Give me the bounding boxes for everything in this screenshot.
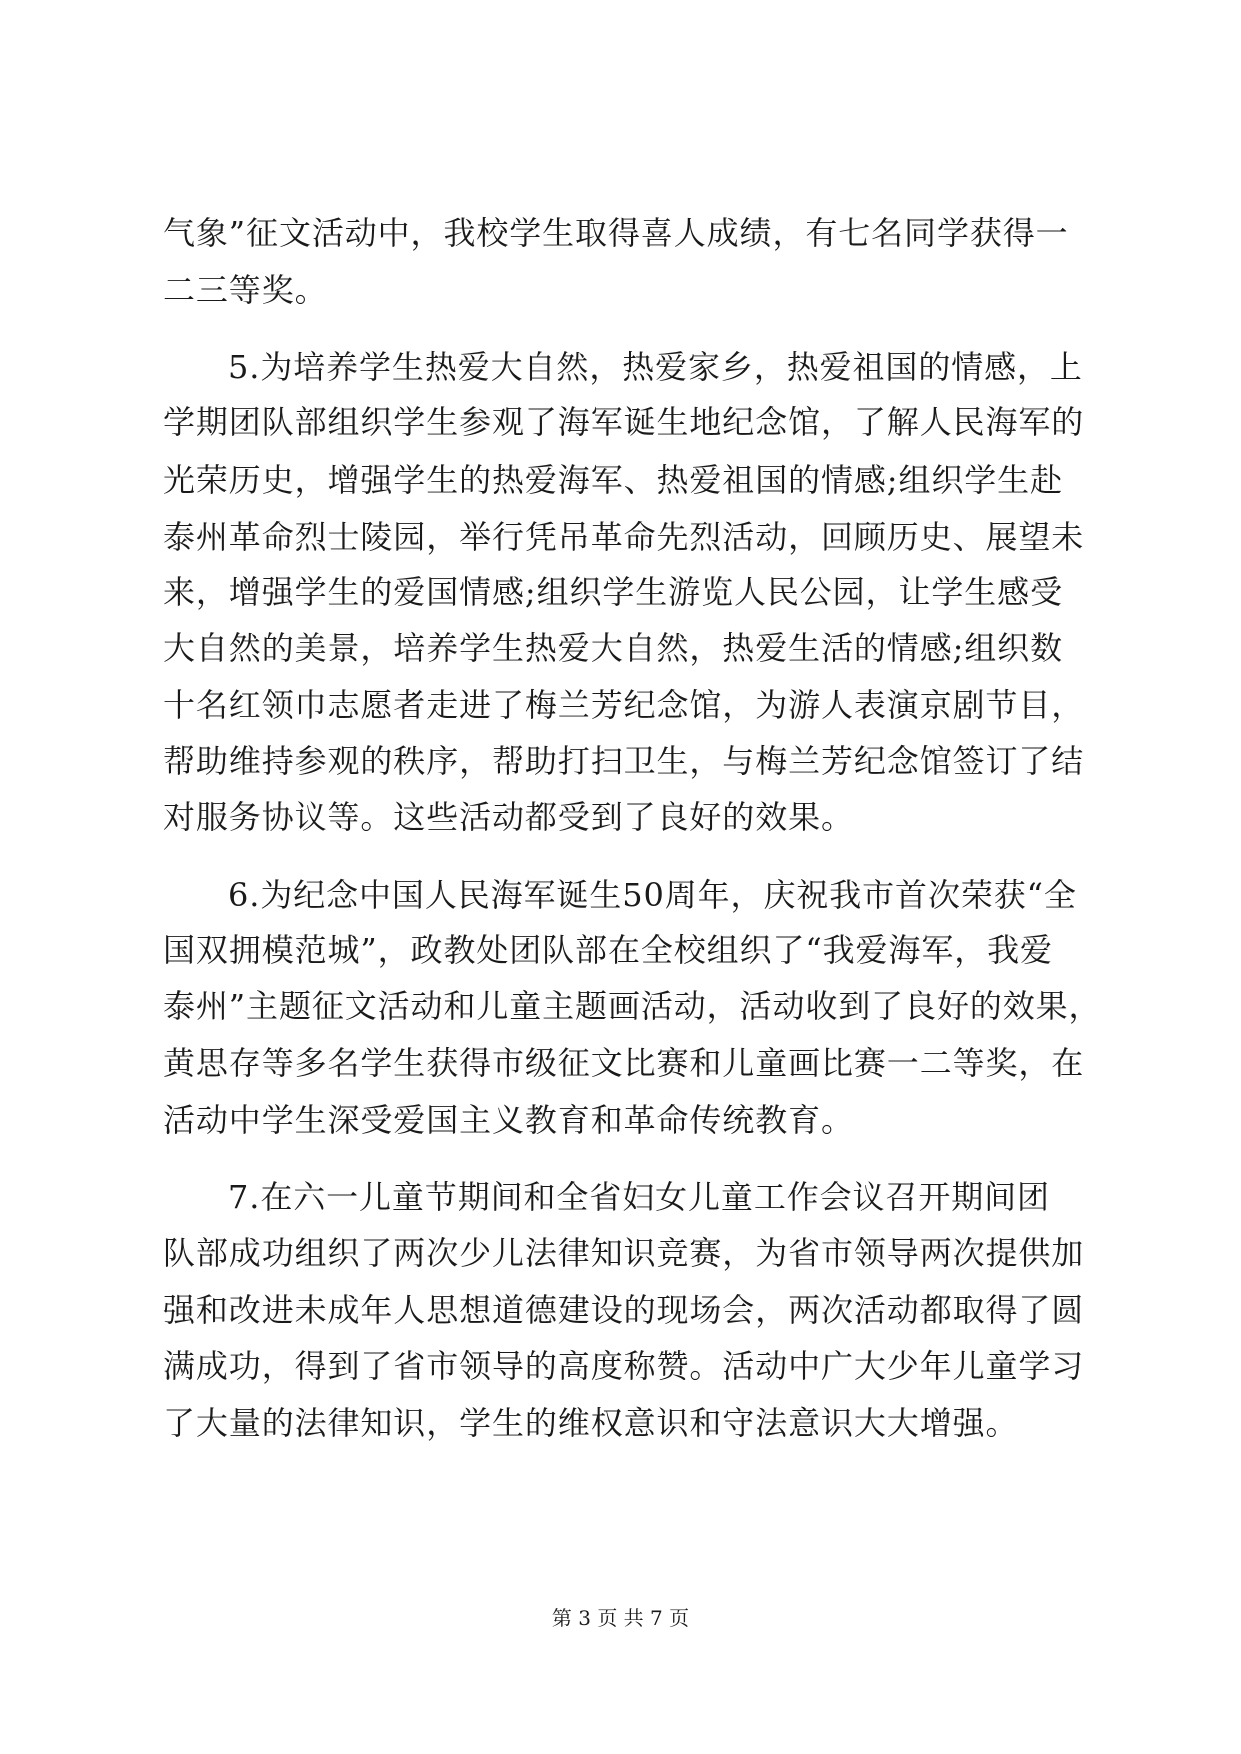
paragraph-5-start: 5.为培养学生热爱大自然，热爱家乡，热爱祖国的情感，上 <box>228 348 1083 386</box>
text-line: 大自然的美景，培养学生热爱大自然，热爱生活的情感;组织数 <box>163 629 1063 667</box>
page-number-footer: 第 3 页 共 7 页 <box>551 1606 690 1630</box>
text-line: 黄思存等多名学生获得市级征文比赛和儿童画比赛一二等奖，在 <box>163 1044 1085 1082</box>
paragraph-7-start: 7.在六一儿童节期间和全省妇女儿童工作会议召开期间团 <box>228 1178 1050 1216</box>
text-line: 十名红领巾志愿者走进了梅兰芳纪念馆，为游人表演京剧节目， <box>163 686 1085 724</box>
text-line: 队部成功组织了两次少儿法律知识竞赛，为省市领导两次提供加 <box>163 1234 1085 1272</box>
text-line: 了大量的法律知识，学生的维权意识和守法意识大大增强。 <box>163 1404 1019 1442</box>
text-line: 来，增强学生的爱国情感;组织学生游览人民公园，让学生感受 <box>163 573 1063 611</box>
text-line: 泰州”主题征文活动和儿童主题画活动，活动收到了良好的效果， <box>163 987 1102 1025</box>
text-line: 满成功，得到了省市领导的高度称赞。活动中广大少年儿童学习 <box>163 1347 1085 1385</box>
text-line: 对服务协议等。这些活动都受到了良好的效果。 <box>163 798 854 836</box>
text-line: 光荣历史，增强学生的热爱海军、热爱祖国的情感;组织学生赴 <box>163 461 1063 499</box>
text-line: 学期团队部组织学生参观了海军诞生地纪念馆，了解人民海军的 <box>163 403 1085 441</box>
text-line: 活动中学生深受爱国主义教育和革命传统教育。 <box>163 1101 854 1139</box>
paragraph-6-start: 6.为纪念中国人民海军诞生50周年，庆祝我市首次荣获“全 <box>228 876 1077 914</box>
text-line: 帮助维持参观的秩序，帮助打扫卫生，与梅兰芳纪念馆签订了结 <box>163 742 1085 780</box>
text-line: 泰州革命烈士陵园，举行凭吊革命先烈活动，回顾历史、展望未 <box>163 518 1085 556</box>
text-line: 国双拥模范城”，政教处团队部在全校组织了“我爱海军，我爱 <box>163 931 1053 969</box>
text-line: 强和改进未成年人思想道德建设的现场会，两次活动都取得了圆 <box>163 1291 1085 1329</box>
text-line: 二三等奖。 <box>163 271 328 309</box>
text-line: 气象”征文活动中，我校学生取得喜人成绩，有七名同学获得一 <box>163 214 1069 252</box>
